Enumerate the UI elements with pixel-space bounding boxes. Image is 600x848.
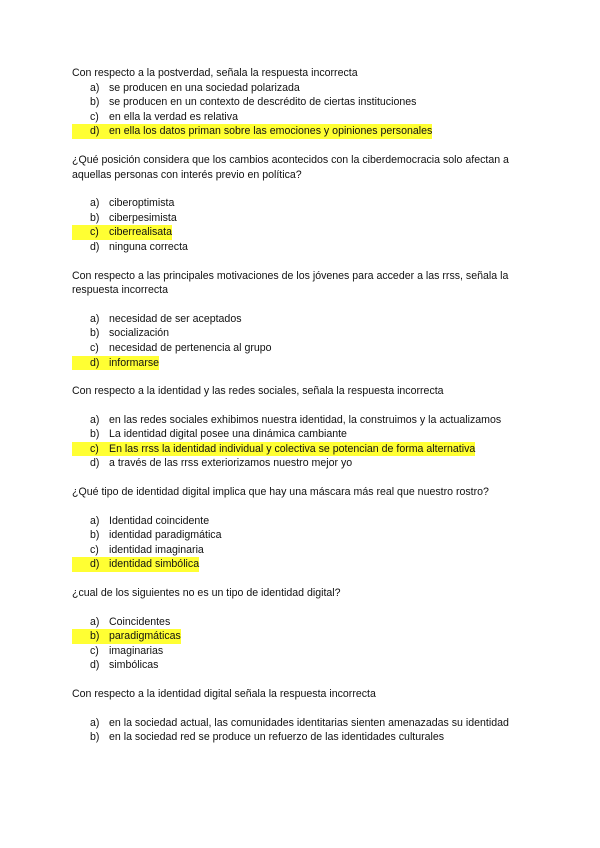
quiz-content	[72, 66, 542, 759]
option-item	[72, 356, 542, 371]
option-letter: a)	[90, 197, 100, 210]
option-letter: b)	[90, 211, 100, 224]
option-item	[72, 240, 542, 255]
option-text: necesidad de ser aceptados	[109, 312, 242, 325]
option-list	[72, 716, 542, 745]
option-text: en la sociedad actual, las comunidades identitarias sienten amenazadas su identidad	[109, 716, 509, 729]
option-item	[72, 528, 542, 543]
question-block	[72, 269, 542, 371]
option-text: identidad imaginaria	[109, 543, 204, 556]
option-item	[72, 211, 542, 226]
option-letter: d)	[90, 457, 100, 470]
option-text: simbólicas	[109, 659, 159, 672]
option-text: Identidad coincidente	[109, 514, 210, 527]
option-letter: a)	[90, 81, 100, 94]
option-list	[72, 81, 542, 139]
option-letter: a)	[90, 615, 100, 628]
option-item	[72, 456, 542, 471]
option-item	[72, 730, 542, 745]
option-letter: b)	[72, 629, 109, 644]
option-item	[72, 81, 542, 96]
option-letter: c)	[90, 341, 99, 354]
option-text: se producen en una sociedad polarizada	[109, 81, 300, 94]
option-text: en las redes sociales exhibimos nuestra identidad, la construimos y la actualizamos	[109, 413, 502, 426]
question-block	[72, 586, 542, 673]
question-text: ¿Qué tipo de identidad digital implica que hay una máscara más real que nuestro rostro?	[72, 486, 489, 499]
option-item	[72, 716, 542, 731]
option-letter: d)	[72, 557, 109, 572]
option-list	[72, 615, 542, 673]
option-item	[72, 95, 542, 110]
option-item	[72, 557, 542, 572]
option-letter: a)	[90, 716, 100, 729]
option-text: identidad paradigmática	[109, 529, 222, 542]
option-text: socialización	[109, 327, 170, 340]
option-text-highlighted: En las rrss la identidad individual y colectiva se potencian de forma alternativa	[109, 442, 476, 455]
question-text: ¿Qué posición considera que los cambios acontecidos con la ciberdemocracia solo afectan a aquellas personas con interés previo en política?	[72, 153, 509, 181]
option-letter: c)	[72, 225, 109, 240]
option-letter: b)	[90, 96, 100, 109]
option-text: se producen en un contexto de descrédito de ciertas instituciones	[109, 96, 417, 109]
option-item	[72, 124, 542, 139]
option-letter: b)	[90, 428, 100, 441]
option-text: imaginarias	[109, 644, 164, 657]
option-letter: a)	[90, 413, 100, 426]
option-item	[72, 629, 542, 644]
option-item	[72, 312, 542, 327]
option-item	[72, 413, 542, 428]
option-letter: c)	[90, 543, 99, 556]
option-text-highlighted: informarse	[109, 356, 160, 369]
option-letter: c)	[72, 442, 109, 457]
option-list	[72, 196, 542, 254]
option-item	[72, 196, 542, 211]
option-item	[72, 514, 542, 529]
option-letter: b)	[90, 529, 100, 542]
option-text: a través de las rrss exteriorizamos nuestro mejor yo	[109, 457, 353, 470]
option-letter: c)	[90, 644, 99, 657]
option-text: ciberpesimista	[109, 211, 177, 224]
option-text: necesidad de pertenencia al grupo	[109, 341, 272, 354]
option-text: Coincidentes	[109, 615, 171, 628]
option-letter: a)	[90, 514, 100, 527]
option-letter: d)	[90, 240, 100, 253]
option-item	[72, 658, 542, 673]
option-letter: c)	[90, 110, 99, 123]
option-item	[72, 442, 542, 457]
question-block	[72, 485, 542, 572]
option-list	[72, 413, 542, 471]
option-text-highlighted: identidad simbólica	[109, 558, 200, 571]
option-letter: d)	[72, 124, 109, 139]
option-list	[72, 312, 542, 370]
option-item	[72, 615, 542, 630]
question-block	[72, 66, 542, 139]
option-item	[72, 326, 542, 341]
option-letter: b)	[90, 731, 100, 744]
question-text: Con respecto a las principales motivaciones de los jóvenes para acceder a las rrss, señala la respuesta incorrecta	[72, 269, 509, 297]
option-text: en la sociedad red se produce un refuerzo de las identidades culturales	[109, 731, 445, 744]
option-item	[72, 341, 542, 356]
option-text-highlighted: paradigmáticas	[109, 630, 181, 643]
option-letter: a)	[90, 312, 100, 325]
question-text: ¿cual de los siguientes no es un tipo de identidad digital?	[72, 587, 341, 600]
option-letter: d)	[72, 356, 109, 371]
option-letter: b)	[90, 327, 100, 340]
option-text: ninguna correcta	[109, 240, 188, 253]
option-item	[72, 427, 542, 442]
option-text: La identidad digital posee una dinámica cambiante	[109, 428, 347, 441]
option-item	[72, 644, 542, 659]
option-item	[72, 225, 542, 240]
question-text: Con respecto a la postverdad, señala la respuesta incorrecta	[72, 67, 358, 79]
option-text-highlighted: ciberrealisata	[109, 226, 173, 239]
option-text-highlighted: en ella los datos priman sobre las emociones y opiniones personales	[109, 125, 433, 138]
question-text: Con respecto a la identidad y las redes sociales, señala la respuesta incorrecta	[72, 385, 444, 398]
option-letter: d)	[90, 659, 100, 672]
option-item	[72, 110, 542, 125]
option-list	[72, 514, 542, 572]
option-text: ciberoptimista	[109, 197, 175, 210]
option-text: en ella la verdad es relativa	[109, 110, 238, 123]
question-block	[72, 153, 542, 255]
option-item	[72, 543, 542, 558]
question-text: Con respecto a la identidad digital señala la respuesta incorrecta	[72, 688, 376, 700]
question-block	[72, 687, 542, 745]
question-block	[72, 384, 542, 471]
